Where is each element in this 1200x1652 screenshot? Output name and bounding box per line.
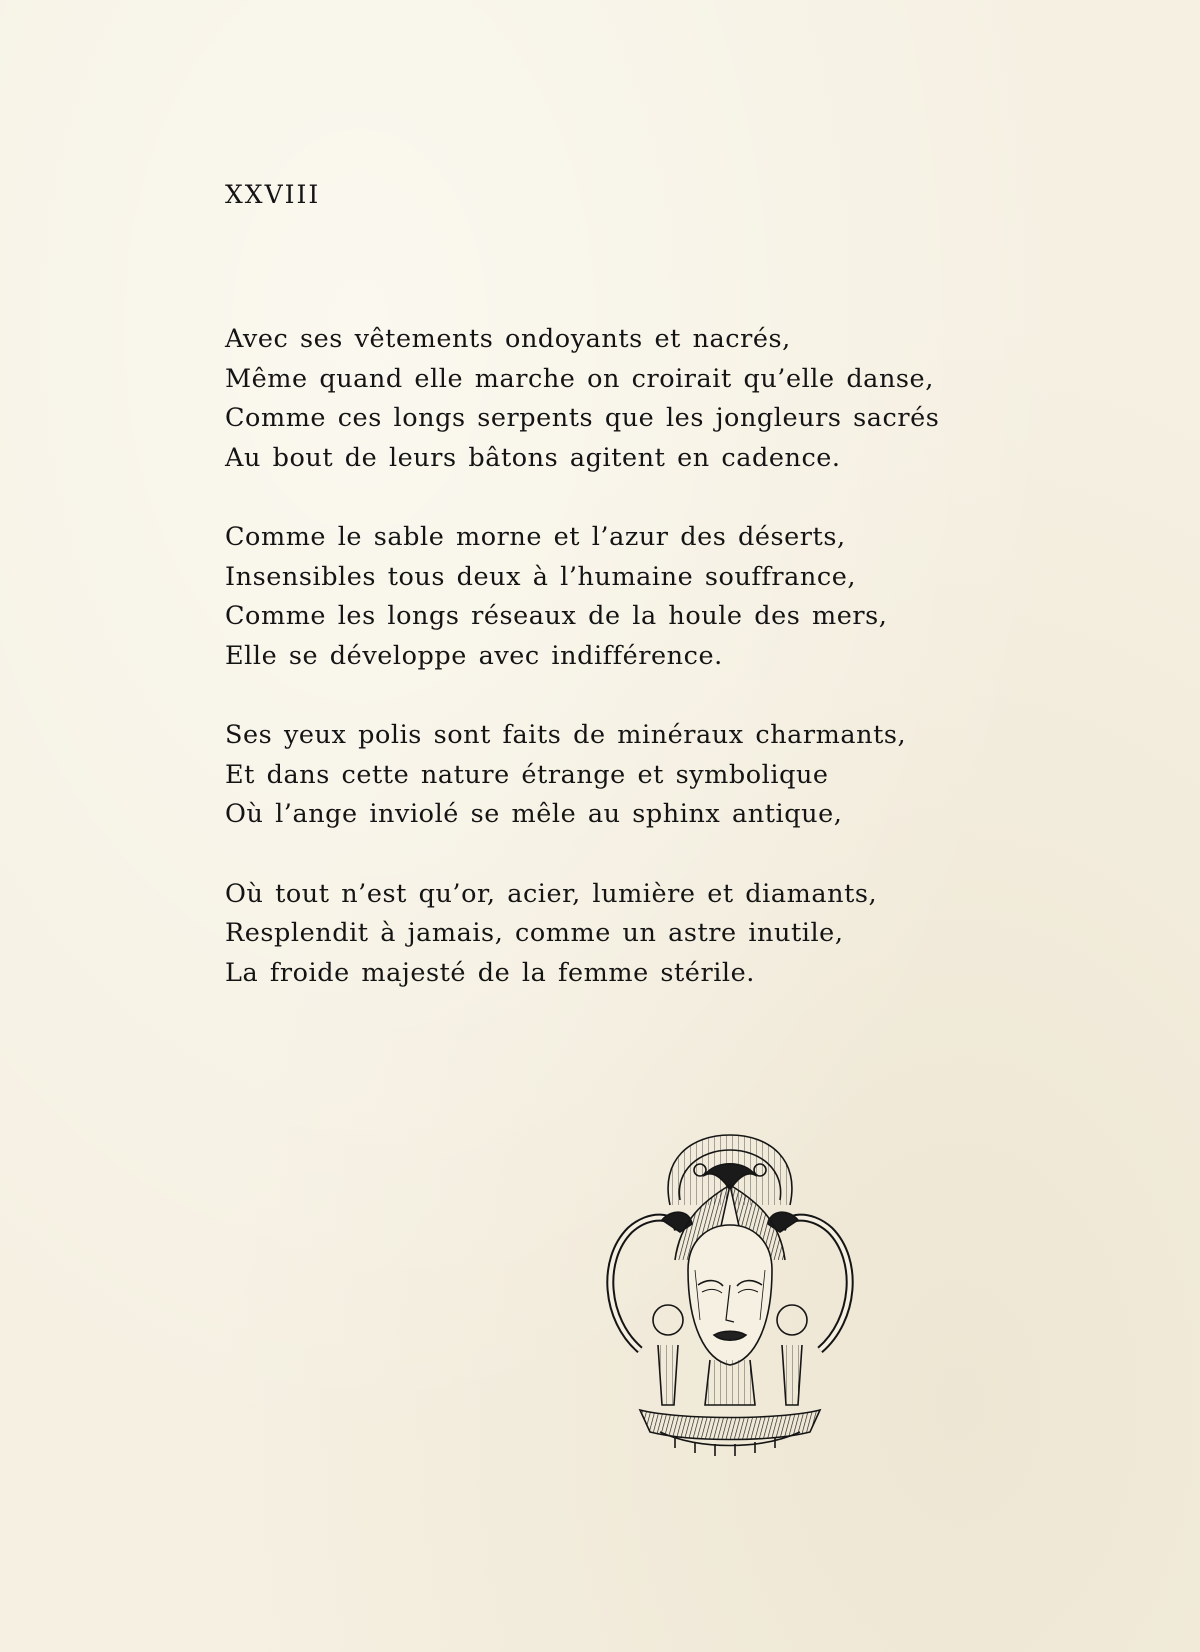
verse-line: Où l’ange inviolé se mêle au sphinx antique, (225, 799, 843, 829)
verse-line: Comme le sable morne et l’azur des déserts, (225, 522, 846, 552)
verse-line: La froide majesté de la femme stérile. (225, 957, 755, 988)
verse-line: Comme les longs réseaux de la houle des mers, (225, 601, 888, 631)
stanza (225, 518, 939, 676)
verse-line: Ses yeux polis sont faits de minéraux charmants, (225, 720, 907, 750)
verse-line: Resplendit à jamais, comme un astre inutile, (225, 918, 844, 948)
verse-line: Au bout de leurs bâtons agitent en cadence. (225, 442, 841, 473)
verse-line: Insensibles tous deux à l’humaine souffrance, (225, 561, 856, 592)
verse-line: Où tout n’est qu’or, acier, lumière et diamants, (225, 878, 878, 909)
stanza (225, 716, 939, 835)
stanza (225, 875, 939, 994)
verse-line: Elle se développe avec indifférence. (225, 640, 723, 671)
verse-line: Comme ces longs serpents que les jongleurs sacrés (225, 403, 940, 433)
serpent-crowned-woman-engraving-icon (600, 1120, 860, 1465)
poem-numeral: XXVIII (225, 180, 321, 209)
verse-line: Même quand elle marche on croirait qu’elle danse, (225, 363, 934, 394)
verse-line: Et dans cette nature étrange et symbolique (225, 759, 829, 790)
poem-body (225, 320, 939, 1033)
verse-line: Avec ses vêtements ondoyants et nacrés, (225, 324, 791, 354)
stanza (225, 320, 939, 478)
